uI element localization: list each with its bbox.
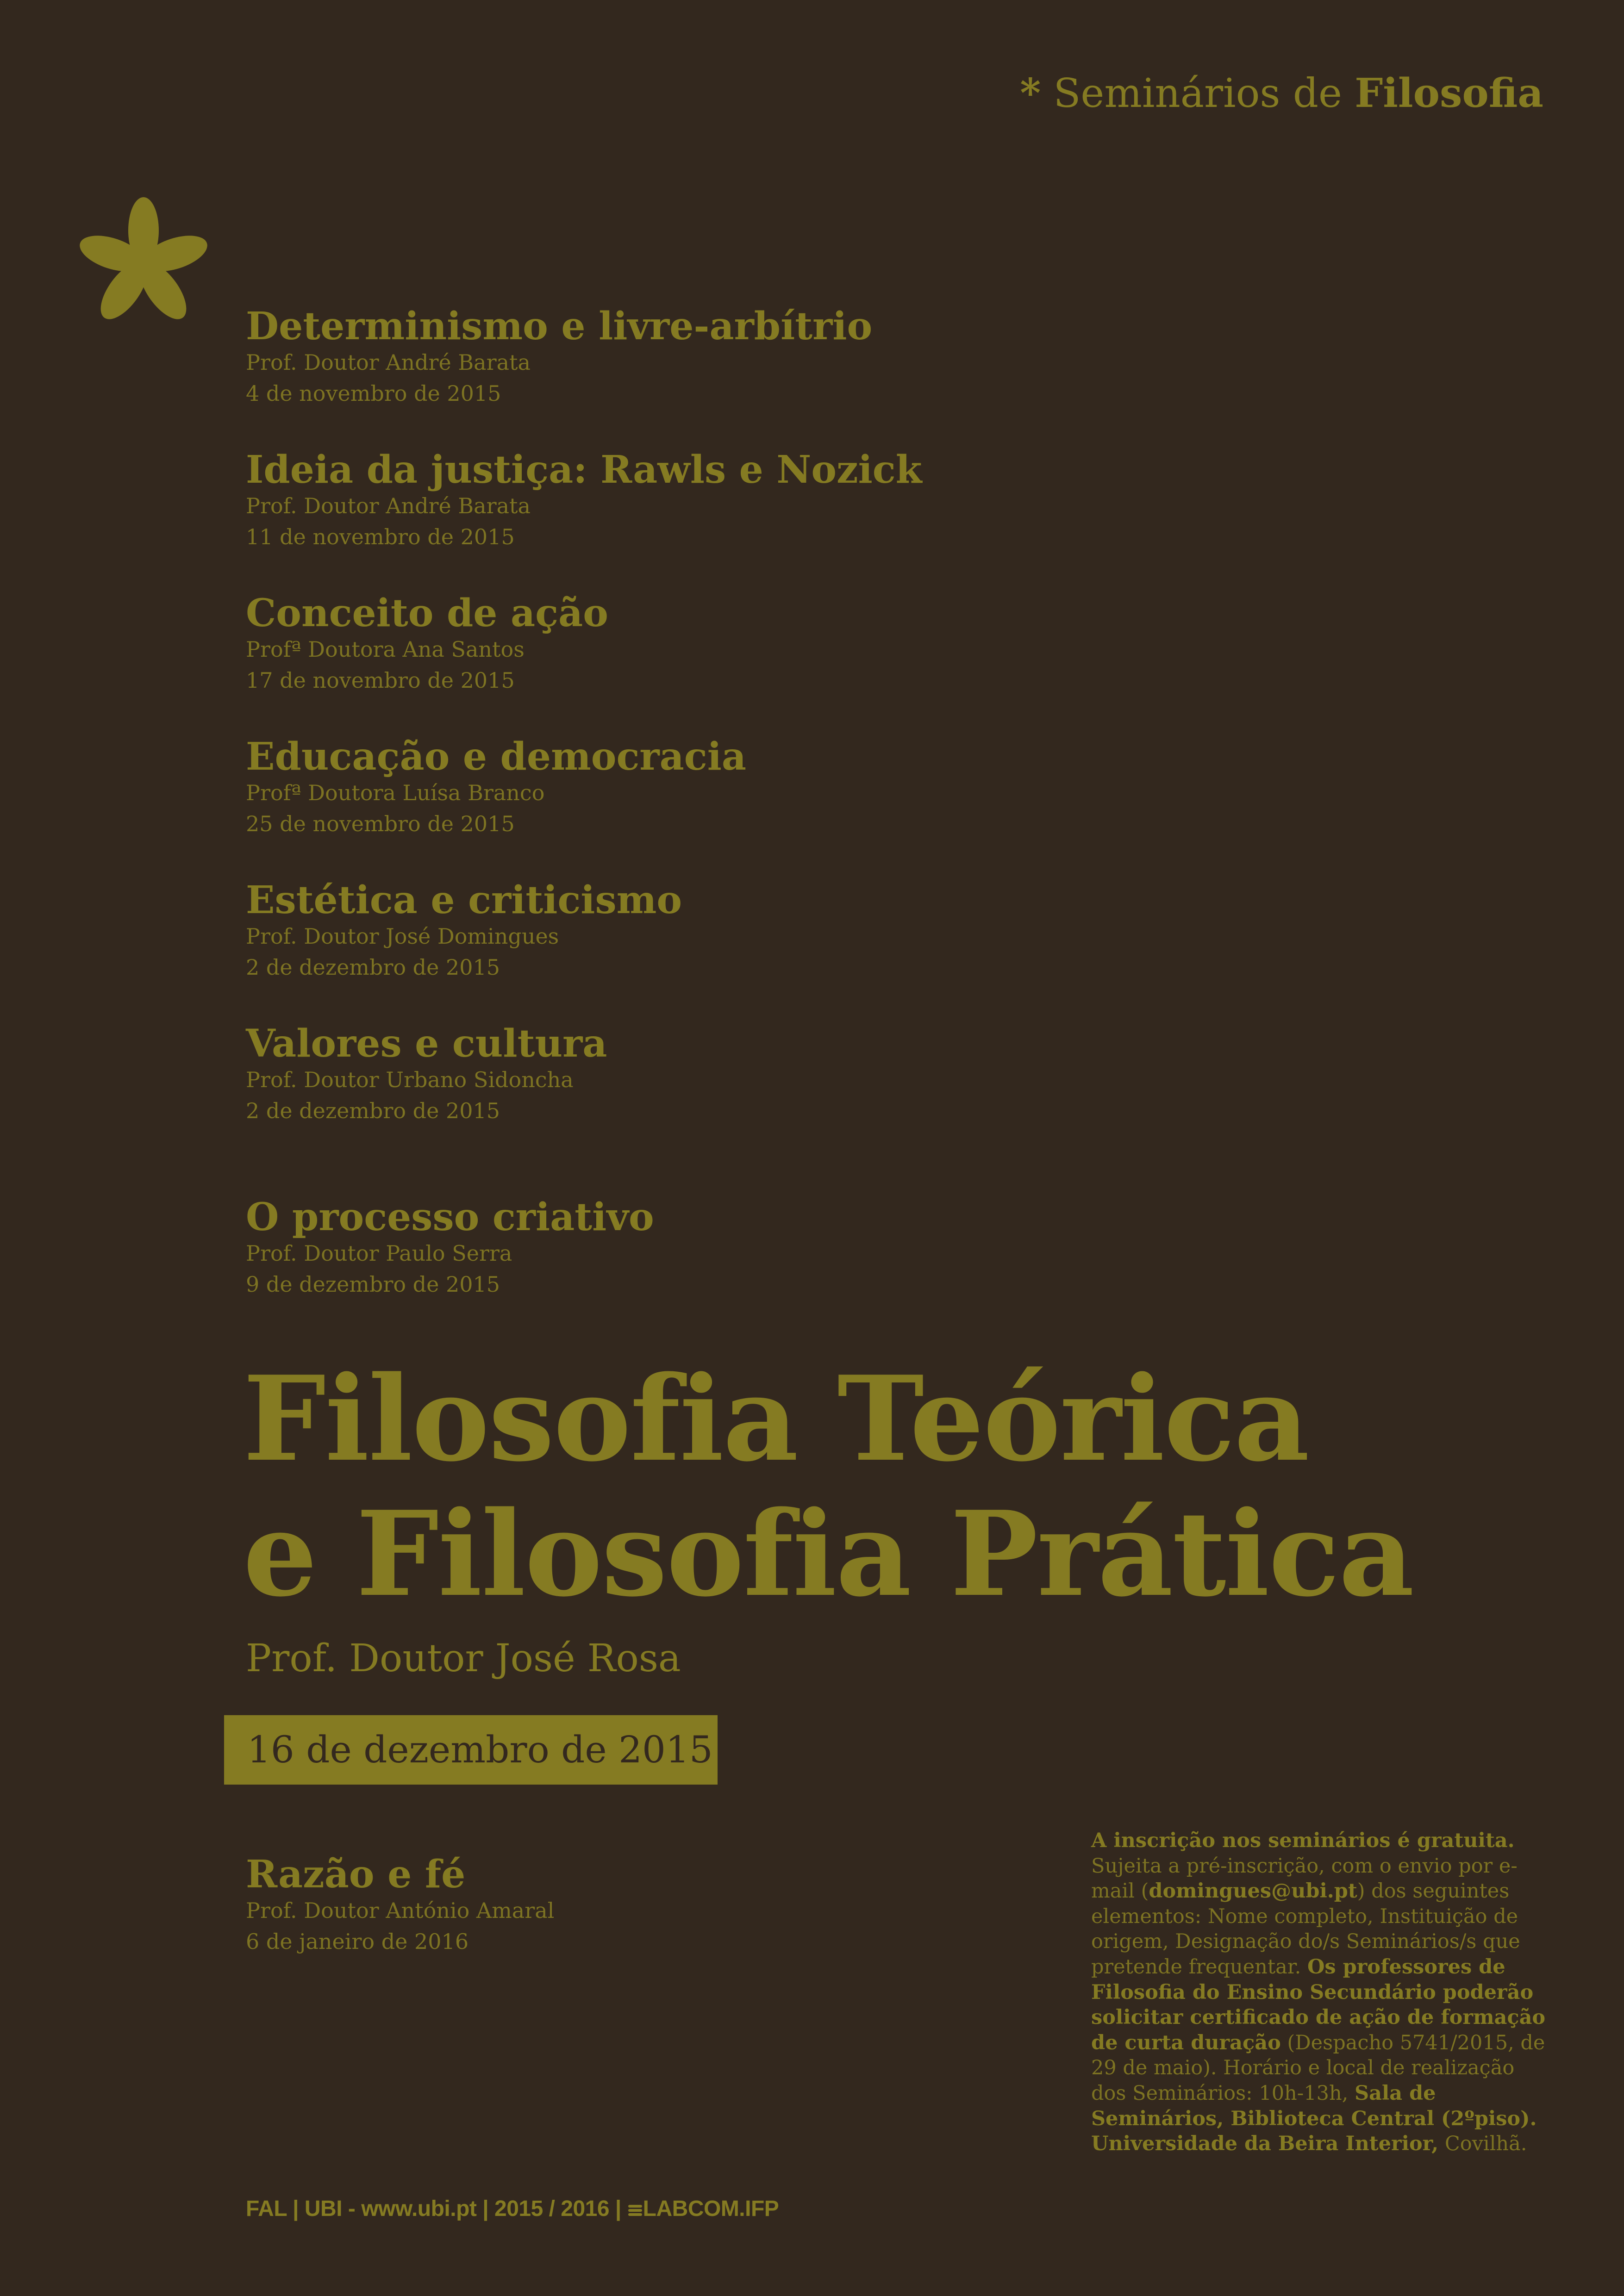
featured-title-line-2: e Filosofia Prática bbox=[243, 1486, 1414, 1623]
info-text-3: (Despacho 5741/2015, de 29 de maio). Horário e local de realização dos Seminários: 10h-13h, bbox=[1091, 2031, 1545, 2105]
labcom-logo-icon bbox=[627, 2202, 643, 2218]
seminar-item bbox=[246, 1023, 607, 1126]
seminar-item bbox=[246, 305, 872, 409]
footer-text: FAL | UBI - www.ubi.pt | 2015 / 2016 | bbox=[246, 2196, 627, 2221]
seminar-title: Estética e criticismo bbox=[246, 878, 682, 922]
seminar-item bbox=[246, 879, 682, 983]
info-text-1: Sujeita a pré-inscrição, com o envio por e-mail ( bbox=[1091, 1854, 1518, 1903]
seminar-speaker: Prof. Doutor Paulo Serra bbox=[246, 1241, 512, 1266]
seminar-date: 25 de novembro de 2015 bbox=[246, 811, 515, 836]
info-city: Covilhã. bbox=[1438, 2132, 1527, 2156]
featured-title-line-1: Filosofia Teórica bbox=[243, 1350, 1309, 1487]
featured-speaker: Prof. Doutor José Rosa bbox=[246, 1636, 681, 1680]
seminar-date: 9 de dezembro de 2015 bbox=[246, 1271, 500, 1297]
info-text-2: ) dos seguintes elementos: Nome completo, Instituição de origem, Designação do/s Seminários/s que pretende frequentar. bbox=[1091, 1879, 1520, 1979]
seminar-item bbox=[246, 1196, 654, 1300]
seminar-title: O processo criativo bbox=[246, 1195, 654, 1239]
seminar-date: 2 de dezembro de 2015 bbox=[246, 1098, 500, 1123]
seminar-item bbox=[246, 449, 922, 553]
info-location: Sala de Seminários, Biblioteca Central (2ºpiso). Universidade da Beira Interior, bbox=[1091, 2082, 1537, 2156]
seminar-title: Razão e fé bbox=[246, 1852, 466, 1897]
seminar-speaker: Prof. Doutor António Amaral bbox=[246, 1898, 555, 1923]
registration-info bbox=[1091, 1828, 1554, 2157]
header-star: * bbox=[1020, 70, 1041, 117]
seminar-item bbox=[246, 736, 746, 840]
seminar-speaker: Prof. Doutor André Barata bbox=[246, 350, 531, 375]
header-strong: Filosofia bbox=[1355, 70, 1543, 117]
footer-logo-text: LABCOM.IFP bbox=[643, 2196, 779, 2221]
seminar-date: 2 de dezembro de 2015 bbox=[246, 954, 500, 980]
info-free-note: A inscrição nos seminários é gratuita. bbox=[1091, 1829, 1515, 1852]
header-prefix: Seminários de bbox=[1053, 70, 1342, 117]
info-teachers-note: Os professores de Filosofia do Ensino Secundário poderão solicitar certificado de ação de formação de curta duração bbox=[1091, 1955, 1546, 2054]
seminar-title: Valores e cultura bbox=[246, 1021, 607, 1066]
footer bbox=[246, 2196, 779, 2221]
seminar-item-last bbox=[246, 1854, 554, 1957]
featured-date-badge: 16 de dezembro de 2015 bbox=[224, 1715, 718, 1785]
seminar-title: Educação e democracia bbox=[246, 734, 746, 779]
seminar-item bbox=[246, 592, 608, 696]
seminar-title: Determinismo e livre-arbítrio bbox=[246, 304, 873, 348]
seminar-title: Conceito de ação bbox=[246, 591, 608, 635]
featured-title bbox=[243, 1351, 1413, 1622]
seminar-speaker: Profª Doutora Luísa Branco bbox=[246, 780, 545, 806]
seminar-title: Ideia da justiça: Rawls e Nozick bbox=[246, 448, 922, 492]
asterisk-icon bbox=[76, 194, 211, 329]
seminar-speaker: Prof. Doutor Urbano Sidoncha bbox=[246, 1067, 574, 1093]
seminar-speaker: Profª Doutora Ana Santos bbox=[246, 637, 525, 662]
seminar-date: 11 de novembro de 2015 bbox=[246, 524, 515, 549]
series-title bbox=[1020, 69, 1543, 118]
seminar-date: 17 de novembro de 2015 bbox=[246, 667, 515, 693]
seminar-speaker: Prof. Doutor André Barata bbox=[246, 493, 531, 519]
seminar-date: 4 de novembro de 2015 bbox=[246, 380, 501, 406]
seminar-speaker: Prof. Doutor José Domingues bbox=[246, 924, 559, 949]
info-email-link[interactable]: domingues@ubi.pt bbox=[1149, 1879, 1357, 1903]
seminar-date: 6 de janeiro de 2016 bbox=[246, 1929, 469, 1954]
